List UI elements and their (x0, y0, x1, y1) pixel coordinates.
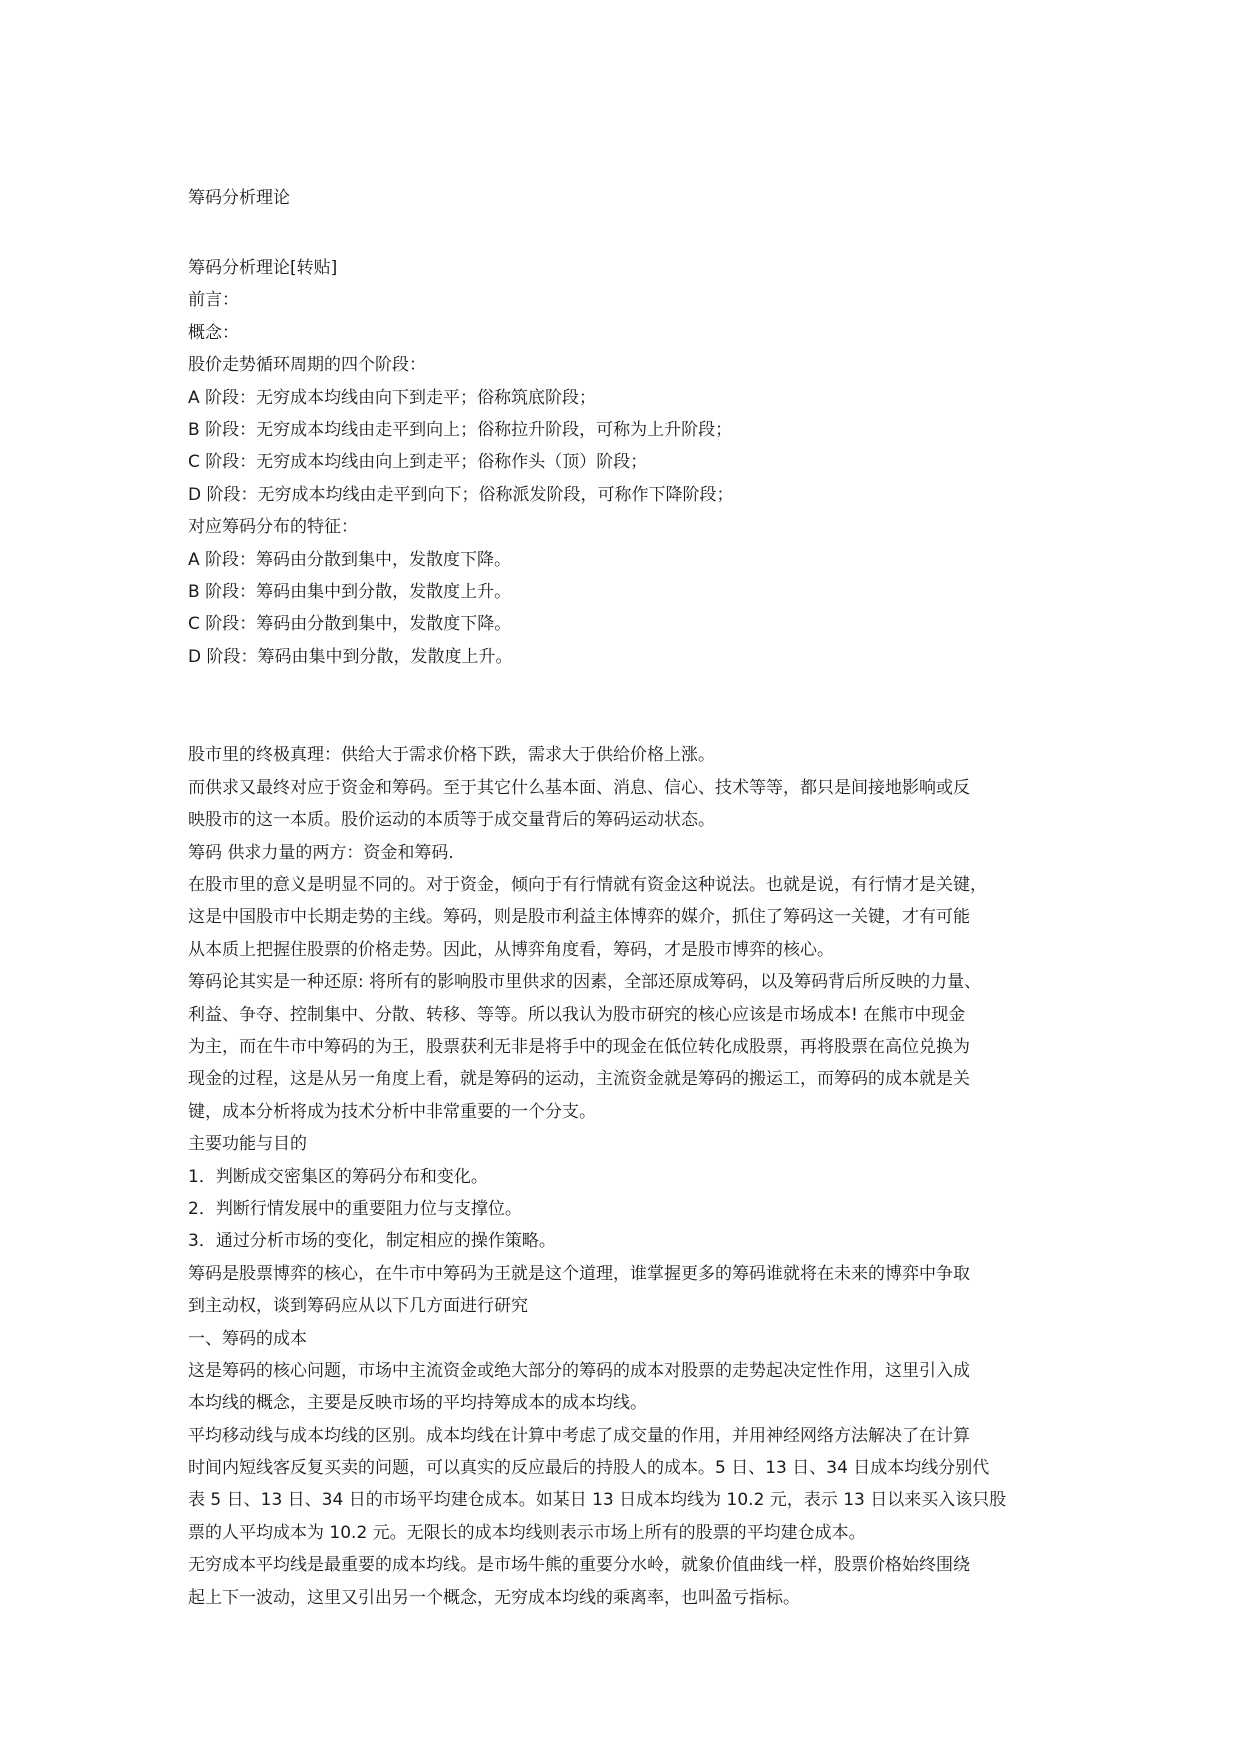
text-line: 为主，而在牛市中筹码的为王，股票获利无非是将手中的现金在低位转化成股票，再将股票在高位兑换为 (188, 1036, 970, 1057)
text-line: 从本质上把握住股票的价格走势。因此，从博弈角度看，筹码，才是股市博弈的核心。 (188, 939, 834, 960)
text-line: A 阶段：筹码由分散到集中，发散度下降。 (188, 549, 512, 570)
text-line: 2．判断行情发展中的重要阻力位与支撑位。 (188, 1198, 522, 1219)
text-line: 这是中国股市中长期走势的主线。筹码，则是股市利益主体博弈的媒介，抓住了筹码这一关键，才有可能 (188, 907, 970, 928)
text-line: 无穷成本平均线是最重要的成本均线。是市场牛熊的重要分水岭，就象价值曲线一样，股票价格始终围绕 (188, 1555, 970, 1576)
text-line: 这是筹码的核心问题，市场中主流资金或绝大部分的筹码的成本对股票的走势起决定性作用，这里引入成 (188, 1360, 970, 1381)
text-line: 映股市的这一本质。股价运动的本质等于成交量背后的筹码运动状态。 (188, 810, 715, 831)
text-line: 键，成本分析将成为技术分析中非常重要的一个分支。 (188, 1101, 596, 1122)
text-line: 起上下一波动，这里又引出另一个概念，无穷成本均线的乘离率，也叫盈亏指标。 (188, 1587, 800, 1608)
text-line: 筹码是股票博弈的核心，在牛市中筹码为王就是这个道理，谁掌握更多的筹码谁就将在未来的博弈中争取 (188, 1263, 970, 1284)
text-line: 一、筹码的成本 (188, 1328, 307, 1349)
text-line: 主要功能与目的 (188, 1134, 307, 1155)
text-line: 筹码 供求力量的两方：资金和筹码. (188, 842, 454, 863)
document-body (188, 252, 1060, 1614)
text-line: 概念： (188, 322, 239, 343)
text-line: 3．通过分析市场的变化，制定相应的操作策略。 (188, 1231, 556, 1252)
text-line: 利益、争夺、控制集中、分散、转移、等等。所以我认为股市研究的核心应该是市场成本! 在熊市中现金 (188, 1004, 966, 1025)
text-line: 前言： (188, 290, 239, 311)
text-line: D 阶段：筹码由集中到分散，发散度上升。 (188, 646, 513, 667)
text-line: D 阶段：无穷成本均线由走平到向下；俗称派发阶段，可称作下降阶段； (188, 484, 734, 505)
text-line: 平均移动线与成本均线的区别。成本均线在计算中考虑了成交量的作用，并用神经网络方法解决了在计算 (188, 1425, 970, 1446)
text-line: C 阶段：筹码由分散到集中，发散度下降。 (188, 614, 512, 635)
text-line: 股市里的终极真理：供给大于需求价格下跌，需求大于供给价格上涨。 (188, 745, 715, 766)
text-line: B 阶段：无穷成本均线由走平到向上；俗称拉升阶段，可称为上升阶段； (188, 419, 733, 440)
text-line: 而供求又最终对应于资金和筹码。至于其它什么基本面、消息、信心、技术等等，都只是间接地影响或反 (188, 777, 970, 798)
text-line: 在股市里的意义是明显不同的。对于资金，倾向于有行情就有资金这种说法。也就是说，有行情才是关键， (188, 875, 987, 896)
text-line: C 阶段：无穷成本均线由向上到走平；俗称作头（顶）阶段； (188, 452, 648, 473)
text-line: 1．判断成交密集区的筹码分布和变化。 (188, 1166, 488, 1187)
text-line: 表 5 日、13 日、34 日的市场平均建仓成本。如某日 13 日成本均线为 10.2 元，表示 13 日以来买入该只股 (188, 1490, 1007, 1511)
text-line: A 阶段：无穷成本均线由向下到走平；俗称筑底阶段； (188, 387, 597, 408)
blank-line (188, 690, 1060, 722)
text-line: 到主动权，谈到筹码应从以下几方面进行研究 (188, 1296, 528, 1317)
text-line: 现金的过程，这是从另一角度上看，就是筹码的运动，主流资金就是筹码的搬运工，而筹码的成本就是关 (188, 1069, 970, 1090)
text-line: 筹码论其实是一种还原: 将所有的影响股市里供求的因素，全部还原成筹码，以及筹码背后所反映的力量、 (188, 972, 982, 993)
text-line: 时间内短线客反复买卖的问题，可以真实的反应最后的持股人的成本。5 日、13 日、34 日成本均线分别代 (188, 1458, 990, 1479)
text-line: B 阶段：筹码由集中到分散，发散度上升。 (188, 581, 512, 602)
text-line: 对应筹码分布的特征： (188, 517, 358, 538)
text-line: 股价走势循环周期的四个阶段： (188, 355, 426, 376)
text-line: 票的人平均成本为 10.2 元。无限长的成本均线则表示市场上所有的股票的平均建仓成本。 (188, 1522, 866, 1543)
document-title: 筹码分析理论 (188, 188, 290, 208)
text-line: 本均线的概念，主要是反映市场的平均持筹成本的成本均线。 (188, 1393, 647, 1414)
text-line: 筹码分析理论[转贴] (188, 258, 338, 278)
